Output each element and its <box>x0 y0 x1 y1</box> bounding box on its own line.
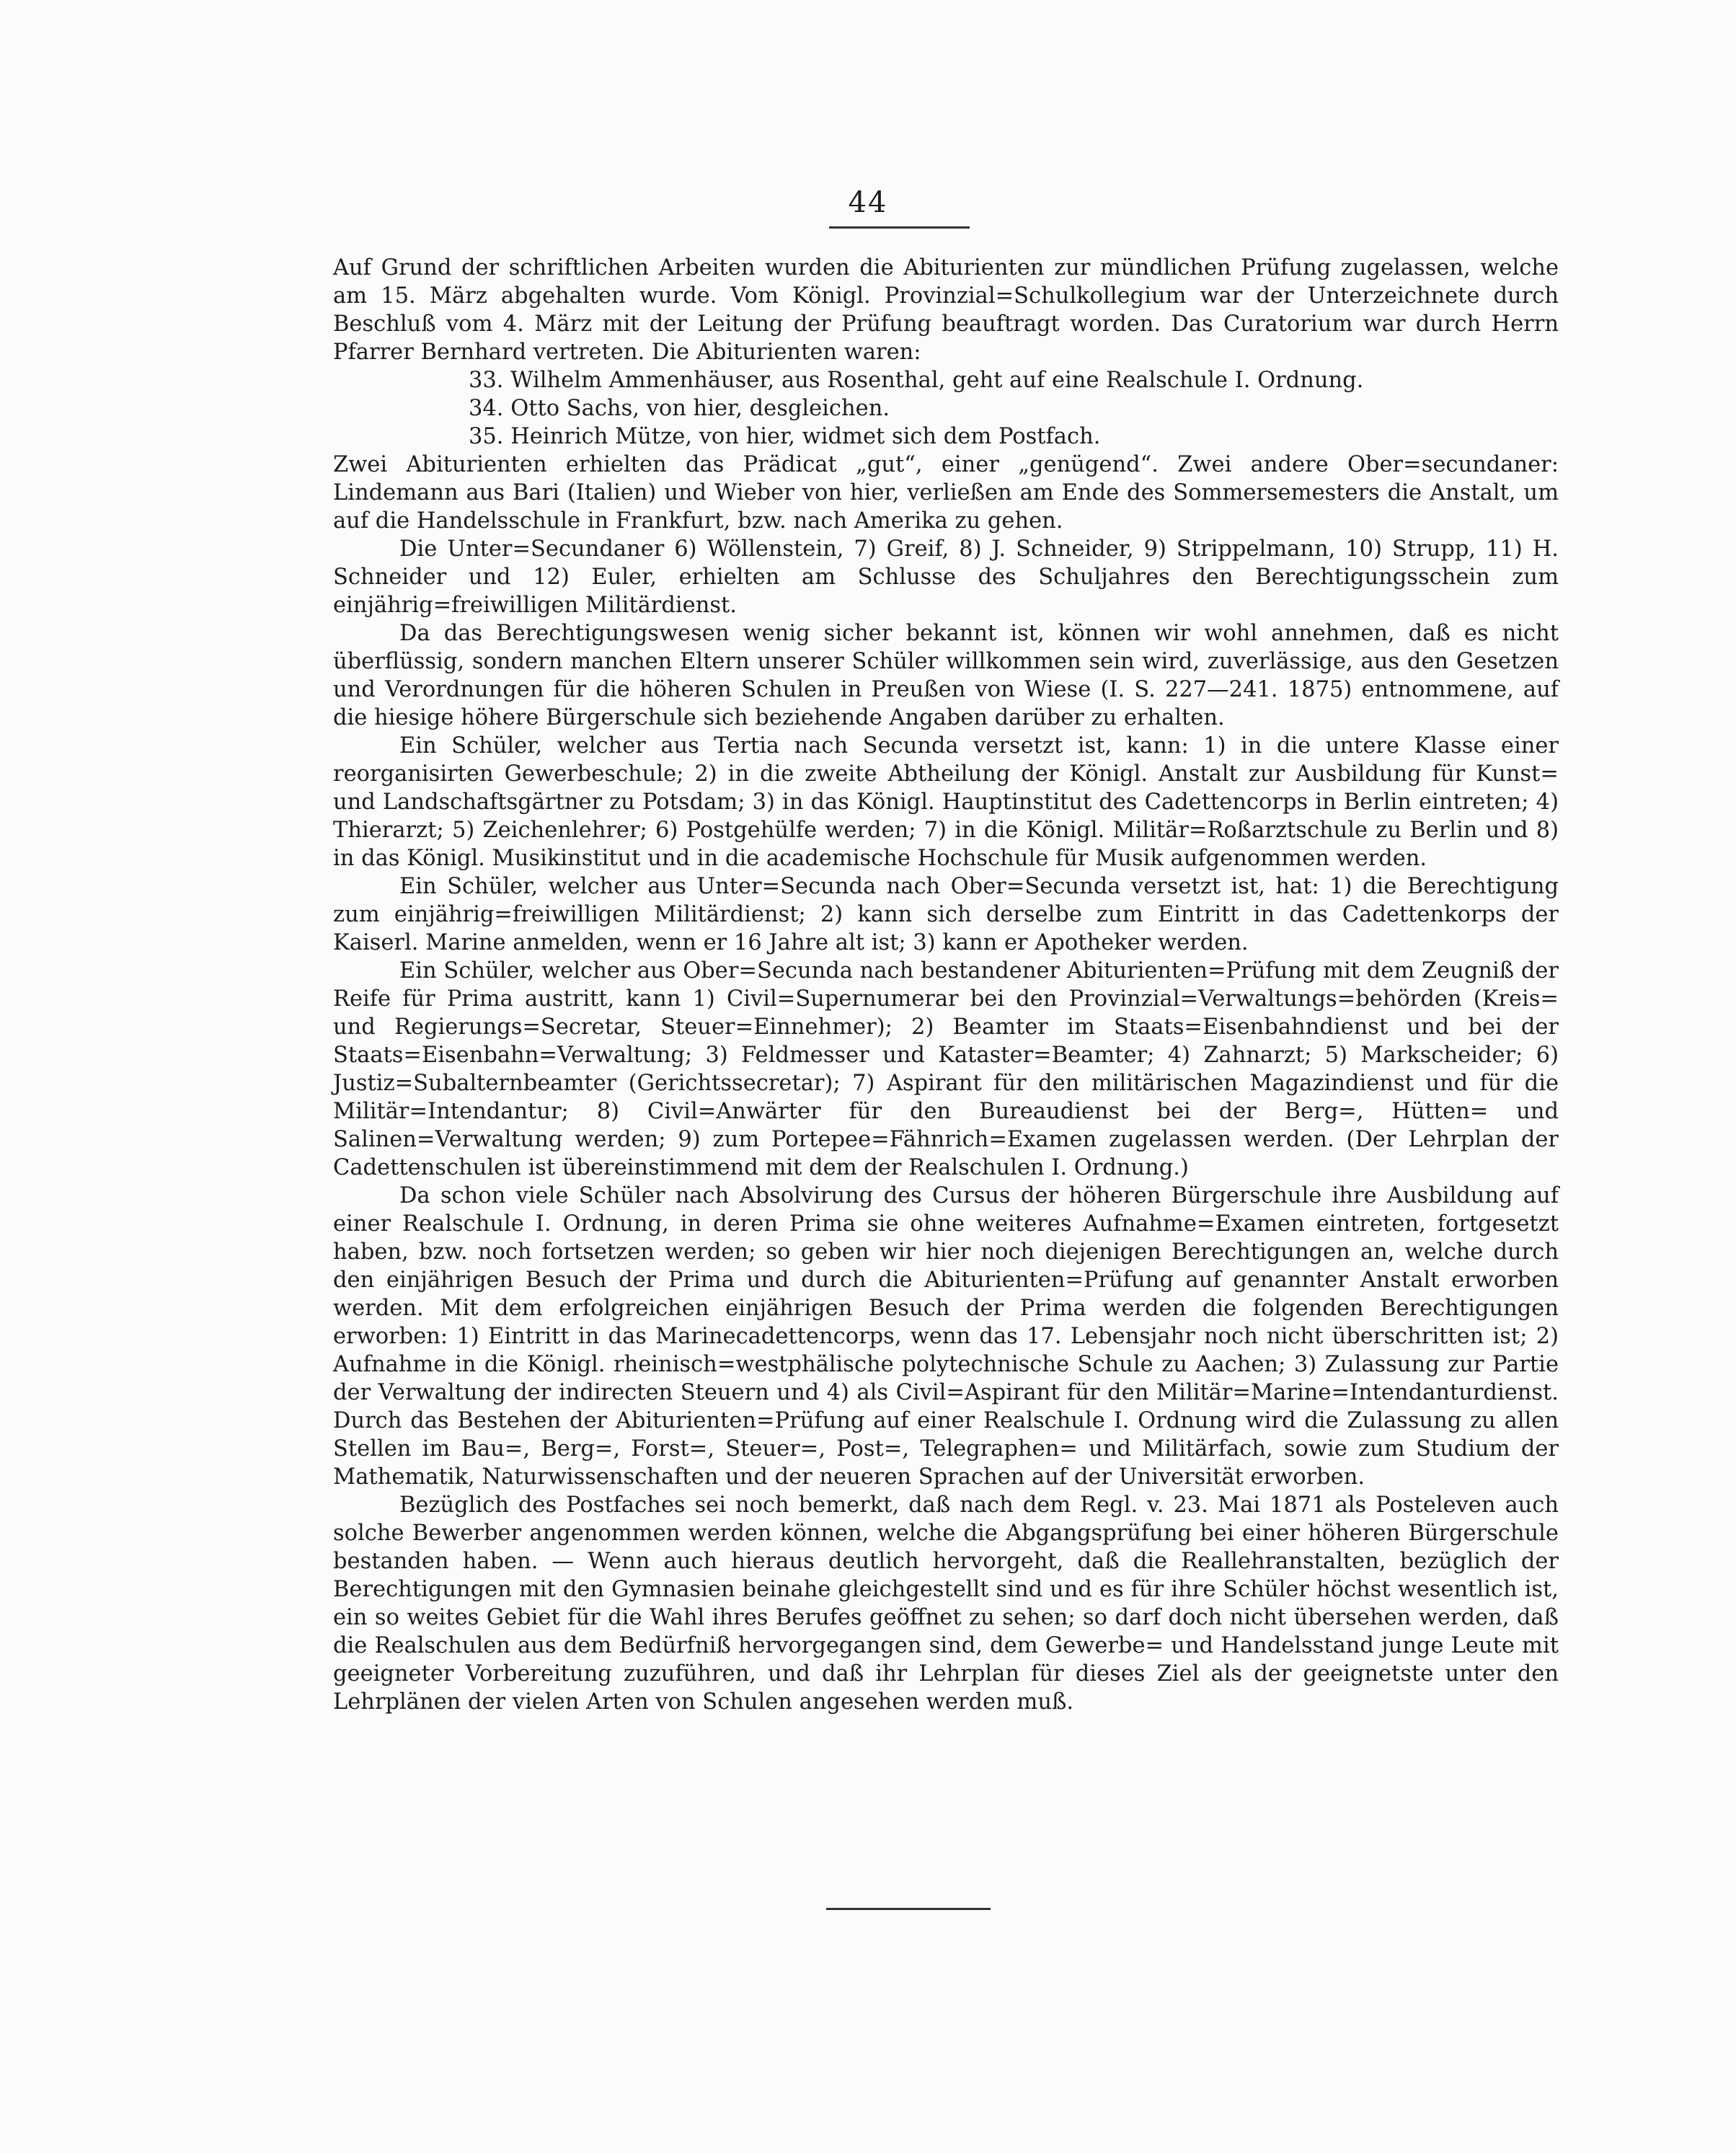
list-item-candidate-34: 34. Otto Sachs, von hier, desgleichen. <box>469 396 890 421</box>
paragraph-realschule: Da schon viele Schüler nach Absolvirung des Cursus der höheren Bürgerschule ihre Ausbildung auf einer Realschule I. Ordnung, in deren Prima sie ohne weiteres Aufnahme=Examen eintreten, fortgesetzt haben, bzw. noch fortsetzen werden; so geben wir hier noch diejenigen Berechtigungen an, welche durch den einjährigen Besuch der Prima und durch die Abiturienten=Prüfung auf genannter Anstalt erworben werden. Mit dem erfolgreichen einjährigen Besuch der Prima werden die folgenden Berechtigungen erworben: 1) Eintritt in das Marinecadettencorps, wenn das 17. Lebensjahr noch nicht überschritten ist; 2) Aufnahme in die Königl. rheinisch=westphälische polytechnische Schule zu Aachen; 3) Zulassung zur Partie der Verwaltung der indirecten Steuern und 4) als Civil=Aspirant für den Militär=Marine=Intendanturdienst. Durch das Bestehen der Abiturienten=Prüfung auf einer Realschule I. Ordnung wird die Zulassung zu allen Stellen im Bau=, Berg=, Forst=, Steuer=, Post=, Telegraphen= und Militärfach, sowie zum Studium der Mathematik, Naturwissenschaften und der neueren Sprachen auf der Universität erworben. <box>333 1183 1559 1490</box>
paragraph-tertia: Ein Schüler, welcher aus Tertia nach Secunda versetzt ist, kann: 1) in die untere Klasse einer reorganisirten Gewerbeschule; 2) in die zweite Abtheilung der Königl. Anstalt zur Ausbildung für Kunst= und Landschaftsgärtner zu Potsdam; 3) in das Königl. Hauptinstitut des Cadettencorps in Berlin eintreten; 4) Thierarzt; 5) Zeichenlehrer; 6) Postgehülfe werden; 7) in die Königl. Militär=Roßarztschule zu Berlin und 8) in das Königl. Musikinstitut und in die academische Hochschule für Musik aufgenommen werden. <box>333 733 1559 871</box>
list-item-candidate-33: 33. Wilhelm Ammenhäuser, aus Rosenthal, geht auf eine Realschule I. Ordnung. <box>469 368 1364 393</box>
list-item-candidate-35: 35. Heinrich Mütze, von hier, widmet sich dem Postfach. <box>469 424 1101 449</box>
page-number: 44 <box>848 186 888 219</box>
paragraph-ober-secunda: Ein Schüler, welcher aus Ober=Secunda nach bestandener Abiturienten=Prüfung mit dem Zeugniß der Reife für Prima austritt, kann 1) Civil=Supernumerar bei den Provinzial=Verwaltungs=behörden (Kreis= und Regierungs=Secretar, Steuer=Einnehmer); 2) Beamter im Staats=Eisenbahndienst und bei der Staats=Eisenbahn=Verwaltung; 3) Feldmesser und Kataster=Beamter; 4) Zahnarzt; 5) Markscheider; 6) Justiz=Subalternbeamter (Gerichtssecretar); 7) Aspirant für den militärischen Magazindienst und für die Militär=Intendantur; 8) Civil=Anwärter für den Bureaudienst bei der Berg=, Hütten= und Salinen=Verwaltung werden; 9) zum Portepee=Fähnrich=Examen zugelassen werden. (Der Lehrplan der Cadettenschulen ist übereinstimmend mit dem der Realschulen I. Ordnung.) <box>333 958 1559 1180</box>
paragraph-postfach: Bezüglich des Postfaches sei noch bemerkt, daß nach dem Regl. v. 23. Mai 1871 als Posteleven auch solche Bewerber angenommen werden können, welche die Abgangsprüfung bei einer höheren Bürgerschule bestanden haben. — Wenn auch hieraus deutlich hervorgeht, daß die Reallehranstalten, bezüglich der Berechtigungen mit den Gymnasien beinahe gleichgestellt sind und es für ihre Schüler höchst wesentlich ist, ein so weites Gebiet für die Wahl ihres Berufes geöffnet zu sehen; so darf doch nicht übersehen werden, daß die Realschulen aus dem Bedürfniß hervorgegangen sind, dem Gewerbe= und Handelsstand junge Leute mit geeigneter Vorbereitung zuzuführen, und daß ihr Lehrplan für dieses Ziel als der geeignetste unter den Lehrplänen der vielen Arten von Schulen angesehen werden muß. <box>333 1493 1559 1715</box>
paragraph-unter-secundaner: Die Unter=Secundaner 6) Wöllenstein, 7) Greif, 8) J. Schneider, 9) Strippelmann, 10) Strupp, 11) H. Schneider und 12) Euler, erhielten am Schlusse des Schuljahres den Berechtigungsschein zum einjährig=freiwilligen Militärdienst. <box>333 536 1559 618</box>
footer-rule <box>826 1908 991 1910</box>
header-rule <box>829 226 970 229</box>
body-text <box>333 254 1559 1716</box>
paragraph-grades: Zwei Abiturienten erhielten das Prädicat „gut“, einer „genügend“. Zwei andere Ober=secundaner: Lindemann aus Bari (Italien) und Wieber von hier, verließen am Ende des Sommersemesters die Anstalt, um auf die Handelsschule in Frankfurt, bzw. nach Amerika zu gehen. <box>333 452 1559 534</box>
paragraph-exam-intro: Auf Grund der schriftlichen Arbeiten wurden die Abiturienten zur mündlichen Prüfung zugelassen, welche am 15. März abgehalten wurde. Vom Königl. Provinzial=Schulkollegium war der Unterzeichnete durch Beschluß vom 4. März mit der Leitung der Prüfung beauftragt worden. Das Curatorium war durch Herrn Pfarrer Bernhard vertreten. Die Abiturienten waren: <box>333 255 1559 365</box>
paragraph-berechtigungswesen: Da das Berechtigungswesen wenig sicher bekannt ist, können wir wohl annehmen, daß es nicht überflüssig, sondern manchen Eltern unserer Schüler willkommen sein wird, zuverlässige, aus den Gesetzen und Verordnungen für die höheren Schulen in Preußen von Wiese (I. S. 227—241. 1875) entnommene, auf die hiesige höhere Bürgerschule sich beziehende Angaben darüber zu erhalten. <box>333 621 1559 730</box>
paragraph-unter-secunda: Ein Schüler, welcher aus Unter=Secunda nach Ober=Secunda versetzt ist, hat: 1) die Berechtigung zum einjährig=freiwilligen Militärdienst; 2) kann sich derselbe zum Eintritt in das Cadettenkorps der Kaiserl. Marine anmelden, wenn er 16 Jahre alt ist; 3) kann er Apotheker werden. <box>333 874 1559 955</box>
